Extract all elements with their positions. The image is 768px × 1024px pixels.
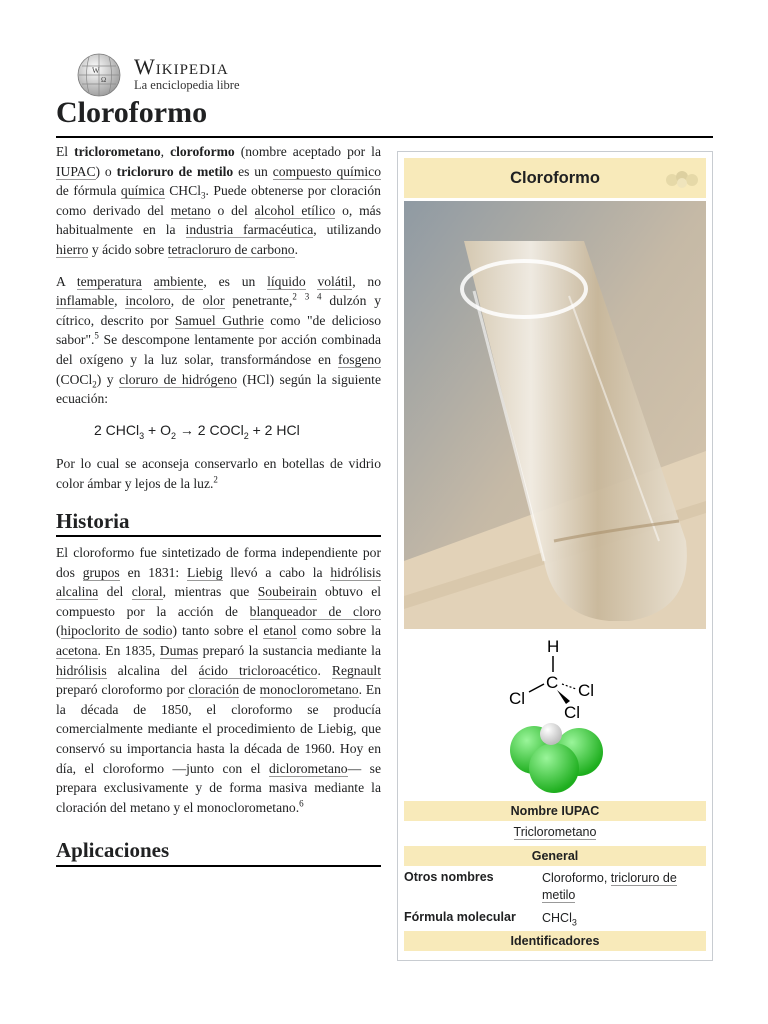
- text: . En 1835,: [97, 643, 160, 659]
- storage-paragraph: [56, 454, 381, 493]
- link-samuel-guthrie[interactable]: Samuel Guthrie: [174, 312, 264, 328]
- wikipedia-logo[interactable]: [74, 52, 274, 98]
- link-fosgeno[interactable]: fosgeno: [337, 351, 381, 367]
- link-iupac[interactable]: IUPAC: [56, 163, 96, 179]
- link-tricloruro-de-metilo[interactable]: tricloruro de metilo: [542, 871, 677, 902]
- bold-term: triclorometano: [74, 144, 161, 159]
- link-hidrolisis-alcalina[interactable]: hidrólisis alcalina: [56, 564, 381, 600]
- ref-2[interactable]: 2: [292, 291, 297, 302]
- link-incoloro[interactable]: incoloro: [125, 293, 171, 309]
- chloroform-space-filling-model[interactable]: [404, 722, 706, 798]
- reaction-equation: [94, 421, 381, 441]
- text: ) o: [95, 163, 117, 179]
- section-heading-aplicaciones: Aplicaciones: [56, 841, 381, 867]
- atom-label-c: C: [546, 673, 559, 692]
- text: ) tanto sobre el: [172, 623, 264, 639]
- text: de fórmula: [56, 183, 121, 199]
- infobox: [397, 151, 713, 961]
- subscript: 3: [139, 430, 145, 441]
- text: y ácido sobre: [88, 241, 168, 257]
- link-cloruro-hidrogeno[interactable]: cloruro de hidrógeno: [118, 371, 237, 387]
- link-ambiente[interactable]: ambiente: [153, 273, 204, 289]
- text: Cloroformo,: [542, 871, 611, 885]
- subscript: 3: [571, 917, 577, 928]
- text: , mientras que: [162, 584, 258, 600]
- text: → 2 COCl: [176, 421, 244, 438]
- infobox-title: [404, 158, 706, 198]
- link-diclorometano[interactable]: diclorometano: [269, 760, 348, 776]
- text: preparó la sustancia mediante la: [198, 643, 381, 659]
- text: (: [56, 623, 61, 639]
- chloroform-structural-formula[interactable]: [404, 632, 706, 722]
- text: CHCl: [542, 911, 572, 925]
- ref-4[interactable]: 4: [317, 291, 322, 302]
- link-cloral[interactable]: cloral: [131, 584, 163, 600]
- wikipedia-tagline: La enciclopedia libre: [134, 78, 240, 92]
- text: . Puede obtenerse por cloración como derivado del: [56, 183, 381, 218]
- link-temperatura[interactable]: temperatura: [76, 273, 142, 289]
- text: dulzón y cítrico, descrito por: [56, 293, 381, 328]
- text: como sobre la: [296, 623, 381, 639]
- atom-label-h: H: [547, 637, 560, 656]
- link-dumas[interactable]: Dumas: [159, 643, 199, 659]
- text: El: [56, 144, 75, 159]
- general-header: General: [404, 846, 706, 866]
- atom-label-cl-bottom: Cl: [564, 703, 581, 722]
- page-title: Cloroformo: [56, 96, 208, 129]
- text: obtuvo el compuesto por la acción de: [56, 584, 382, 619]
- link-volatil[interactable]: volátil: [317, 273, 353, 289]
- article-body: [56, 142, 381, 873]
- text: ,: [114, 293, 126, 309]
- iupac-value: [404, 825, 706, 839]
- text: alcalina del: [106, 662, 199, 678]
- link-quimica[interactable]: química: [120, 183, 165, 199]
- text: .: [294, 241, 298, 257]
- text: del: [98, 584, 132, 600]
- otros-nombres-value: [542, 870, 704, 904]
- text: como "de delicioso sabor".: [56, 312, 382, 348]
- subscript: 3: [200, 190, 206, 201]
- link-inflamable[interactable]: inflamable: [56, 293, 115, 309]
- identificadores-header: Identificadores: [404, 931, 706, 951]
- atom-label-cl-right: Cl: [578, 681, 595, 700]
- svg-text:Ω: Ω: [101, 76, 107, 84]
- iupac-header: Nombre IUPAC: [404, 801, 706, 821]
- subscript: 2: [243, 430, 249, 441]
- text: (nombre aceptado por la: [234, 144, 381, 159]
- wikipedia-wordmark: Wikipedia: [134, 54, 229, 79]
- ref-5[interactable]: 5: [94, 330, 99, 341]
- text: Por lo cual se aconseja conservarlo en botellas de vidrio color ámbar y lejos de la luz.: [56, 456, 381, 491]
- text: CHCl: [164, 183, 201, 199]
- bold-term: cloroformo: [170, 144, 235, 159]
- link-monoclorometano[interactable]: monoclorometano: [259, 682, 359, 698]
- text: Se descompone lentamente por acción combinada del oxígeno y la luz solar, transformándose en: [56, 332, 381, 367]
- link-industria-farmaceutica[interactable]: industria farmacéutica: [185, 222, 314, 238]
- link-compuesto-quimico[interactable]: compuesto químico: [272, 163, 381, 179]
- intro-paragraph: [56, 142, 381, 260]
- link-liebig[interactable]: Liebig: [187, 564, 223, 580]
- text: . En la década de 1850, el cloroformo se producía comercialmente mediante el procedimiento de Liebig, que conservó su importancia hasta la década de 1960. Hoy en día, el cloroformo —junto con el: [56, 682, 381, 776]
- molecule-icon: [662, 170, 702, 188]
- section-heading-historia: Historia: [56, 512, 381, 538]
- text: preparó cloroformo por: [56, 682, 189, 698]
- link-hierro[interactable]: hierro: [56, 241, 89, 257]
- properties-paragraph: [56, 272, 381, 409]
- svg-text:W: W: [92, 66, 100, 75]
- text: o, más habitualmente en la: [56, 202, 382, 238]
- ref-6[interactable]: 6: [299, 798, 304, 809]
- text: A: [56, 273, 77, 289]
- atom-label-cl-left: Cl: [509, 689, 526, 708]
- text: ) y: [96, 371, 119, 387]
- link-liquido[interactable]: líquido: [267, 273, 306, 289]
- link-triclorometano[interactable]: Triclorometano: [513, 825, 597, 839]
- text: o del: [210, 202, 255, 218]
- text: (COCl: [56, 371, 93, 387]
- wikipedia-globe-icon: [74, 52, 124, 98]
- title-divider: [56, 136, 713, 138]
- text: (HCl) según la siguiente ecuación:: [56, 371, 381, 407]
- link-acetona[interactable]: acetona: [56, 643, 98, 659]
- text: , utilizando: [313, 222, 381, 238]
- bold-term: tricloruro de metilo: [116, 163, 234, 179]
- otros-nombres-label: Otros nombres: [404, 870, 494, 884]
- subscript: 2: [171, 430, 177, 441]
- chloroform-test-tube-photo[interactable]: [404, 201, 706, 629]
- text: .: [317, 662, 332, 678]
- text: en 1831:: [119, 564, 188, 580]
- text: penetrante,: [224, 293, 293, 309]
- text: + 2 HCl: [248, 421, 300, 438]
- text: llevó a cabo la: [222, 564, 331, 580]
- text: , es un: [203, 273, 268, 289]
- formula-value: [542, 910, 704, 927]
- ref-3[interactable]: 3: [304, 291, 310, 302]
- link-alcohol-etilico[interactable]: alcohol etílico: [254, 202, 336, 218]
- link-hidrolisis[interactable]: hidrólisis: [56, 662, 107, 678]
- text: ,: [160, 144, 171, 159]
- formula-label: Fórmula molecular: [404, 910, 516, 924]
- link-hipoclorito[interactable]: hipoclorito de sodio: [60, 623, 173, 639]
- link-regnault[interactable]: Regnault: [331, 662, 381, 678]
- subscript: 2: [92, 379, 97, 390]
- historia-paragraph: [56, 543, 381, 817]
- text: El cloroformo fue sintetizado de forma independiente por dos: [56, 545, 381, 580]
- text: de: [239, 682, 260, 698]
- link-olor[interactable]: olor: [202, 293, 225, 309]
- text: , no: [352, 273, 381, 289]
- text: + O: [144, 421, 171, 438]
- text: , de: [170, 293, 203, 309]
- link-grupos[interactable]: grupos: [82, 564, 120, 580]
- link-metano[interactable]: metano: [170, 202, 211, 218]
- infobox-title-text: Cloroformo: [510, 169, 600, 187]
- link-blanqueador[interactable]: blanqueador de cloro: [249, 603, 381, 619]
- text: 2 CHCl: [94, 421, 140, 438]
- link-cloracion[interactable]: cloración: [188, 682, 240, 698]
- link-tetracloruro[interactable]: tetracloruro de carbono: [167, 241, 295, 257]
- link-etanol[interactable]: etanol: [263, 623, 297, 639]
- text: es un: [233, 163, 273, 179]
- link-acido-tricloroacetico[interactable]: ácido tricloroacético: [198, 662, 318, 678]
- link-soubeirain[interactable]: Soubeirain: [257, 584, 317, 600]
- text: — se prepara exclusivamente y de forma masiva mediante la cloración del metano y el monoclorometano.: [56, 760, 381, 815]
- ref-2[interactable]: 2: [213, 474, 218, 485]
